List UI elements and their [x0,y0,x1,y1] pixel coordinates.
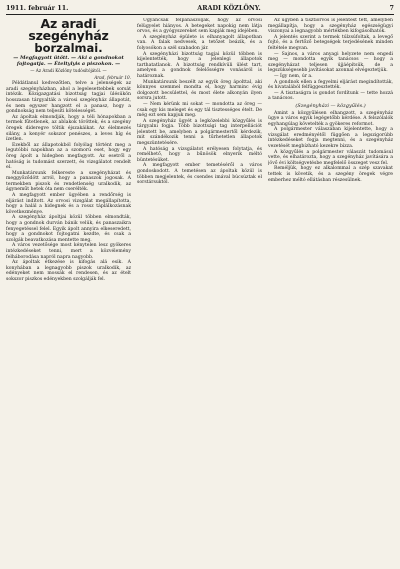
article-byline: — Az Aradi Közlöny tudósítójától. — [30,68,107,73]
paragraph: A szegényház ápoltjai közül többen elmondták, hogy a gondnok durván bánik velük, és panaszaikra fenyegetéssel felel. Egyik ápolt annyira elkeseredett, hogy a gondnokot fojtogatni kezdte, és csak a szolgák beavatkozása mentette meg. [6,215,131,243]
header-date: 1911. február 11. [6,4,69,12]
column-3 [268,18,393,568]
paragraph: A szegényházi bizottság tagjai közül többen is kijelentették, hogy a jelenlegi állapotok tarthatatlanok. A bizottság rendkívüli ülést tart, amelyen a gondnok felelősségre vonásáról is határoznak. [137,51,262,79]
paragraph: Az ügyben a tisztiorvos is jelentést tett, amelyben megállapítja, hogy a szegényház egészségügyi viszonyai a legnagyobb mértékben kifogásolhatók. [268,18,393,35]
paragraph: A város vezetősége most kénytelen lesz gyökeres intézkedéseket tenni, mert a közvélemény felháborodása napról napra nagyobb. [6,243,131,260]
paragraph: A megfagyott ember ügyében a rendőrség is eljárást indított. Az orvosi vizsgálat megállapította, hogy a halál a hidegnek és a rossz táplálkozásnak következménye. [6,193,131,215]
paragraph: Amint a közgyűlésen elhangzott, a szegényház ügye a város egyik legégetőbb kérdése. A felszólalók egyhangúlag követelték a gyökeres reformot. [268,110,393,127]
paragraph: A hatóság a vizsgálatot erélyesen folytatja, és remélhető, hogy a bűnösök elnyerik méltó büntetésüket. [137,146,262,163]
article-title-line1: Az aradi szegényház [28,18,109,43]
column-1 [6,18,131,568]
paragraph: Munkatársunk beszélt az egyik öreg ápolttal, aki könnyes szemmel mondta el, hogy harminc évig dolgozott becsülettel, és most élete alkonyán ilyen sorsra jutott. [137,79,262,102]
paragraph: A közgyűlés a polgármester válaszát tudomásul vette, és elhatározta, hogy a szegényház javítására a jövő évi költségvetésbe megfelelő összeget vesz fel. [268,149,393,166]
section-title: (Szegényházi — közgyűlés.) [295,102,366,109]
paragraph: — Nem kérünk mi sokat — mondotta az öreg — csak egy kis meleget és egy tál tisztességes ételt. De még ezt sem kapjuk meg. [137,101,262,119]
page-header [6,4,394,15]
paragraph: Reméljük, hogy ez alkalommal a szép szavakat tettek is követik, és a szegény öregek végre emberhez méltó ellátásban részesülnek. [268,166,393,183]
paragraph: Munkatársunk felkereste a szegényházat és meggyőződött arról, hogy a panaszok jogosak. A termekben piszok és rendetlenség uralkodik, az ágyneműt hetek óta nem cserélték. [6,170,131,193]
paragraph: A gondnok ellen a fegyelmi eljárást megindították, és hivatalából felfüggesztették. [268,79,393,91]
paragraph: A jelentés szerint a termek túlzsúfoltak, a levegő fojtó, és a fertőző betegségek terjedésének minden feltétele megvan. [268,34,393,51]
paragraph: Az ápoltak elmondják, hogy a téli hónapokban a termek fűtetlenek, az ablakok töröttek, és a szegény öregek dideregve töltik éjszakáikat. Az élelmezés silány, a kenyér sokszor penészes, a leves híg és ízetlen. [6,114,131,143]
column-2 [137,18,262,568]
paragraph: A polgármester válaszában kijelentette, hogy a vizsgálat eredményétől függően a legszigorúbb intézkedéseket fogja megtenni, és a szegényház vezetését megbízható kezekre bízza. [268,127,393,150]
paragraph: — A tisztaságra is gondot fordítunk — tette hozzá a tanácsos. [268,90,393,102]
article-title-line2: borzalmai. [34,41,103,55]
paragraph: Ugyancsak felpanaszolják, hogy az orvosi felügyelet hiányos. A betegeket napokig nem látja orvos, és a gyógyszereket sem kapják meg idejében. [137,18,262,35]
article-dateline: Arad, február 10. [94,74,131,80]
paragraph: Az ápoltak étkezése is kifogás alá esik. A konyhában a legnagyobb piszok uralkodik, az edényeket nem mossák el rendesen, és az ételt sokszor piszkos edényekben szolgálják fel. [6,260,131,282]
paragraph: Ezekből az állapotokból folyólag történt meg a legutóbbi napokban az a szomorú eset, hogy egy öreg ápolt a hidegben megfagyott. Az esetről a hatóság is tudomást szerzett, és vizsgálatot rendelt el. [6,142,131,171]
paragraph: A megfagyott ember temetéséről a város gondoskodott. A temetésen az ápoltak közül is többen megjelentek, és csendes imával búcsúztak el sorstársuktól. [137,163,262,186]
paragraph: A szegényház épülete is elhanyagolt állapotban van. A falak nedvesek, a tetőzet beázik, és a folyosókon a szél szabadon jár. [137,34,262,51]
paragraph: A szegényház ügyét a legközelebbi közgyűlés is tárgyalni fogja. Több bizottsági tag interpellációt jelentett be, amelyben a polgármestertől kérdezik, mit szándékozik tenni a tűrhetetlen állapotok megszüntetésére. [137,118,262,147]
columns [6,18,394,568]
header-page-number: 7 [389,4,394,12]
paragraph: — Így nem, úr a. [274,73,313,79]
article-subtitle: — Megfagyott ütött. — Aki a gondnokot fojtogatja. — Ételtylyis a piszokon. — [13,55,124,67]
paragraph: Példátlanul kedvezőtlen, telve a jelenségek az aradi szegényházban, ahol a legelesettebbek sorsát intézik. Közigazgatási bizottság tagjai ülésükön hosszasan tárgyalták a városi szegényház állapotát, és nem egyszer hangzott el a panasz, hogy a gondnokság nem teljesíti kötelességét. [6,81,131,115]
paragraph: — Sajnos, a város anyagi helyzete nem engedi meg — mondotta egyik tanácsos — hogy a szegényházat teljesen újjáépítsük, de a legszükségesebb javításokat azonnal elvégeztetjük. [268,51,393,74]
header-paper-name: ARADI KÖZLÖNY. [197,4,261,12]
